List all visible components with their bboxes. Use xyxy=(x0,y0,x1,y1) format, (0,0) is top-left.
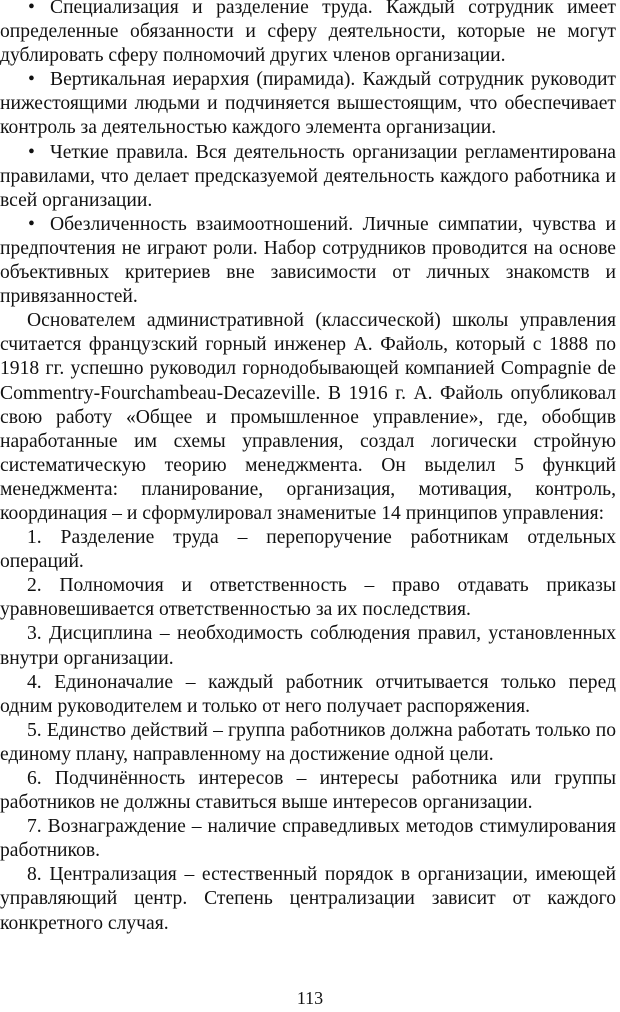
paragraph-text: Специализация и разделение труда. Каждый сотрудник имеет определенные обязанности и сферу деятельности, которые не могут дублировать сферу полномочий других членов организации. xyxy=(0,0,616,67)
body-paragraph xyxy=(0,309,616,526)
paragraph-text: 3. Дисциплина – необходимость соблюдения правил, установленных внутри организации. xyxy=(0,623,616,669)
paragraph-text: 5. Единство действий – группа работников должна работать только по единому плану, направленному на достижение одной цели. xyxy=(0,719,616,765)
bullet-paragraph xyxy=(0,141,616,213)
bullet-icon: • xyxy=(28,213,35,235)
bullet-paragraph xyxy=(0,0,616,68)
principle-item xyxy=(0,863,616,935)
bullet-icon: • xyxy=(28,69,35,91)
bullet-icon: • xyxy=(28,141,35,163)
paragraph-text: 1. Разделение труда – перепоручение работникам отдельных операций. xyxy=(0,527,616,573)
paragraph-text: Обезличенность взаимоотношений. Личные симпатии, чувства и предпочтения не играют роли. Набор сотрудников проводится на основе объективных критериев вне зависимости от личных знакомств и привязанностей. xyxy=(0,213,616,308)
paragraph-text: 6. Подчинённость интересов – интересы работника или группы работников не должны ставиться выше интересов организации. xyxy=(0,768,616,814)
principle-item xyxy=(0,671,616,719)
paragraph-text: Вертикальная иерархия (пирамида). Каждый сотрудник руководит нижестоящими людьми и подчиняется вышестоящим, что обеспечивает контроль за деятельностью каждого элемента организации. xyxy=(0,69,616,139)
paragraph-text: 2. Полномочия и ответственность – право отдавать приказы уравновешивается ответственностью за их последствия. xyxy=(0,575,616,621)
paragraph-text: 7. Вознаграждение – наличие справедливых методов стимулирования работников. xyxy=(0,816,616,862)
paragraph-text: Четкие правила. Вся деятельность организации регламентирована правилами, что делает предсказуемой деятельность каждого работника и всей организации. xyxy=(0,141,616,211)
paragraph-text: 4. Единоначалие – каждый работник отчитывается только перед одним руководителем и только от него получает распоряжения. xyxy=(0,671,616,717)
principle-item xyxy=(0,574,616,622)
bullet-paragraph xyxy=(0,68,616,140)
bullet-paragraph xyxy=(0,213,616,309)
page-number: 113 xyxy=(296,988,324,1008)
principle-item xyxy=(0,815,616,863)
principle-item xyxy=(0,767,616,815)
bullet-icon: • xyxy=(28,0,35,18)
paragraph-text: Основателем административной (классической) школы управления считается французский горный инженер А. Файоль, который с 1888 по 1918 гг. успешно руководил горнодобывающей компанией Compagnie de Commentry-Fourchambeau-Decazeville. В 1916 г. А. Файоль опубликовал свою работу «Общее и промышленное управление», где, обобщив наработанные им схемы управления, создал логически стройную систематическую теорию менеджмента. Он выделил 5 функций менеджмента: планирование, организация, мотивация, контроль, координация – и сформулировал знаменитые 14 принципов управления: xyxy=(0,310,616,524)
principle-item xyxy=(0,622,616,670)
paragraph-text: 8. Централизация – естественный порядок в организации, имеющей управляющий центр. Степень централизации зависит от каждого конкретного случая. xyxy=(0,864,616,934)
principle-item xyxy=(0,526,616,574)
principle-item xyxy=(0,719,616,767)
